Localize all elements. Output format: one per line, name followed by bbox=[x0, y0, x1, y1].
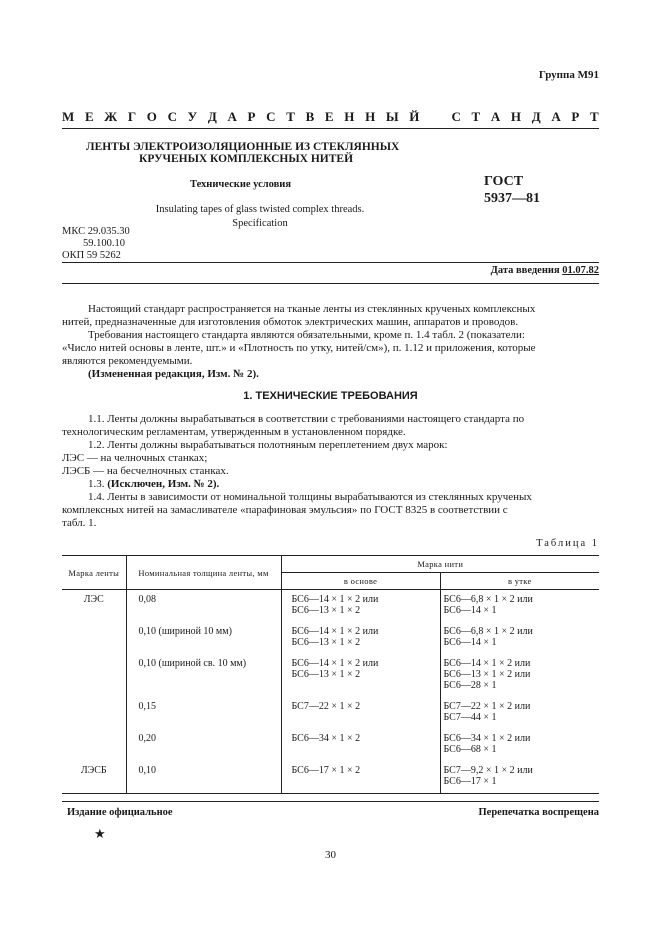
introduction-date bbox=[491, 265, 599, 276]
cell-weft-line: БС7—22 × 1 × 2 или bbox=[443, 701, 531, 712]
cell-thickness-line: 0,15 bbox=[138, 701, 156, 712]
header-warp: в основе bbox=[281, 573, 440, 590]
banner-letter: Т bbox=[286, 109, 295, 124]
banner-letter: Н bbox=[510, 109, 522, 124]
banner-letter: В bbox=[305, 109, 315, 124]
cell-tape-mark-line: ЛЭС bbox=[83, 594, 104, 605]
banner-letter: Т bbox=[471, 109, 481, 124]
footer-rule bbox=[62, 801, 599, 802]
gost-number bbox=[484, 173, 540, 207]
cell-warp-line: БС6—14 × 1 × 2 или bbox=[291, 658, 379, 669]
table-row bbox=[62, 761, 599, 794]
table-row bbox=[62, 654, 599, 697]
reprint-prohibited: Перепечатка воспрещена bbox=[478, 807, 599, 818]
english-title bbox=[145, 203, 375, 231]
cell-tape-mark bbox=[62, 697, 126, 729]
okp-code: ОКП 59 5262 bbox=[62, 250, 121, 261]
cell-warp-line: БС6—14 × 1 × 2 или bbox=[291, 626, 379, 637]
banner-letter: Р bbox=[247, 109, 256, 124]
cell-weft-line: БС6—17 × 1 bbox=[443, 776, 497, 787]
cell-thickness bbox=[126, 761, 281, 794]
banner-letter: С bbox=[451, 109, 461, 124]
header-thickness: Номинальная толщина ленты, мм bbox=[126, 556, 281, 590]
table-row bbox=[62, 697, 599, 729]
cell-weft-line: БС6—28 × 1 bbox=[443, 680, 497, 691]
cell-weft-line: БС7—44 × 1 bbox=[443, 712, 497, 723]
excluded-clause bbox=[88, 478, 219, 491]
clause-number: 1.3. bbox=[88, 478, 105, 490]
paragraph-line: 1.2. Ленты должны вырабатываться полотняным переплетением двух марок: bbox=[88, 439, 448, 451]
cell-weft bbox=[440, 697, 599, 729]
cell-thickness bbox=[126, 729, 281, 761]
cell-warp bbox=[281, 622, 440, 654]
cell-weft-line: БС6—13 × 1 × 2 или bbox=[443, 669, 531, 680]
page-number: 30 bbox=[325, 849, 336, 861]
title-line: ЛЕНТЫ ЭЛЕКТРОИЗОЛЯЦИОННЫЕ ИЗ СТЕКЛЯННЫХ bbox=[86, 141, 400, 153]
paragraph-line: Настоящий стандарт распространяется на тканые ленты из стеклянных крученых комплексных bbox=[88, 303, 536, 315]
banner-letter: А bbox=[551, 109, 561, 124]
cell-weft-line: БС6—6,8 × 1 × 2 или bbox=[443, 594, 533, 605]
table-caption: Таблица 1 bbox=[536, 538, 599, 549]
cell-weft-line: БС6—14 × 1 bbox=[443, 637, 497, 648]
cell-warp bbox=[281, 729, 440, 761]
banner-letter: М bbox=[62, 109, 75, 124]
cell-warp bbox=[281, 761, 440, 794]
cell-thickness bbox=[126, 622, 281, 654]
cell-weft-line: БС6—6,8 × 1 × 2 или bbox=[443, 626, 533, 637]
cell-weft bbox=[440, 761, 599, 794]
star-icon: ★ bbox=[94, 826, 106, 841]
banner-letter: Н bbox=[365, 109, 376, 124]
title-line: КРУЧЕНЫХ КОМПЛЕКСНЫХ НИТЕЙ bbox=[139, 153, 354, 165]
banner-letter: А bbox=[227, 109, 237, 124]
cell-thickness-line: 0,20 bbox=[138, 733, 156, 744]
header-tape-mark: Марка ленты bbox=[62, 556, 126, 590]
banner-letter: Ы bbox=[385, 109, 399, 124]
cell-tape-mark bbox=[62, 654, 126, 697]
list-item: ЛЭС — на челночных станках; bbox=[62, 452, 208, 464]
cell-thickness-line: 0,10 (шириной св. 10 мм) bbox=[138, 658, 247, 669]
list-item: ЛЭСБ — на бесчелночных станках. bbox=[62, 465, 229, 477]
english-title-line: Insulating tapes of glass twisted complex threads. bbox=[155, 204, 365, 215]
cell-thickness-line: 0,10 (шириной 10 мм) bbox=[138, 626, 232, 637]
cell-warp-line: БС6—14 × 1 × 2 или bbox=[291, 594, 379, 605]
date-label: Дата введения bbox=[490, 265, 560, 276]
cell-weft-line: БС6—14 × 1 × 2 или bbox=[443, 658, 531, 669]
thread-table bbox=[62, 555, 599, 794]
table-row bbox=[62, 590, 599, 623]
cell-weft bbox=[440, 622, 599, 654]
cell-warp-line: БС6—17 × 1 × 2 bbox=[291, 765, 361, 776]
mks-code: МКС 29.035.30 bbox=[62, 226, 130, 237]
cell-weft-line: БС6—68 × 1 bbox=[443, 744, 497, 755]
clause-status: (Исключен, Изм. № 2). bbox=[107, 478, 220, 490]
cell-thickness bbox=[126, 697, 281, 729]
header-rule bbox=[62, 128, 599, 129]
cell-warp bbox=[281, 654, 440, 697]
header-weft: в утке bbox=[440, 573, 599, 590]
table-row bbox=[62, 729, 599, 761]
cell-tape-mark-line: ЛЭСБ bbox=[80, 765, 107, 776]
gost-code: 5937—81 bbox=[484, 191, 540, 206]
amendment-note: (Измененная редакция, Изм. № 2). bbox=[88, 368, 259, 380]
banner-letter: Д bbox=[531, 109, 541, 124]
cell-weft-line: БС7—9,2 × 1 × 2 или bbox=[443, 765, 533, 776]
banner-letter: Т bbox=[590, 109, 599, 124]
table-row bbox=[62, 622, 599, 654]
paragraph-line: технологическим регламентам, утвержденным в установленном порядке. bbox=[62, 426, 406, 438]
cell-tape-mark bbox=[62, 761, 126, 794]
banner-letter: С bbox=[167, 109, 177, 124]
header-thread-mark: Марка нити bbox=[281, 556, 599, 573]
cell-thickness-line: 0,10 bbox=[138, 765, 156, 776]
mks-code: 59.100.10 bbox=[62, 238, 125, 249]
paragraph-line: являются рекомендуемыми. bbox=[62, 355, 193, 367]
banner-letter: Е bbox=[324, 109, 334, 124]
cell-weft bbox=[440, 654, 599, 697]
cell-thickness-line: 0,08 bbox=[138, 594, 156, 605]
cell-tape-mark bbox=[62, 590, 126, 623]
banner-letter: Д bbox=[207, 109, 217, 124]
paragraph-line: 1.1. Ленты должны вырабатываться в соответствии с требованиями настоящего стандарта по bbox=[88, 413, 525, 425]
official-edition: Издание официальное bbox=[67, 807, 173, 818]
cell-warp-line: БС6—34 × 1 × 2 bbox=[291, 733, 361, 744]
banner-letter: Р bbox=[571, 109, 580, 124]
banner-letter: С bbox=[266, 109, 276, 124]
cell-warp bbox=[281, 697, 440, 729]
classification-codes bbox=[62, 226, 130, 262]
paragraph-line: нитей, предназначенные для изготовления обмоток электрических машин, аппаратов и проводов. bbox=[62, 316, 519, 328]
banner-letter: Е bbox=[84, 109, 94, 124]
cell-weft bbox=[440, 729, 599, 761]
date-rule bbox=[62, 283, 599, 284]
date-value: 01.07.82 bbox=[562, 265, 599, 276]
paragraph-line: Требования настоящего стандарта являются обязательными, кроме п. 1.4 табл. 2 (показатели: bbox=[88, 329, 525, 341]
banner-letter: Г bbox=[127, 109, 137, 124]
cell-thickness bbox=[126, 654, 281, 697]
cell-thickness bbox=[126, 590, 281, 623]
english-title-line: Specification bbox=[232, 218, 288, 229]
banner-letter: А bbox=[490, 109, 501, 124]
group-label: Группа М91 bbox=[538, 69, 599, 81]
banner-letter: О bbox=[146, 109, 157, 124]
paragraph-line: табл. 1. bbox=[62, 517, 97, 529]
cell-warp-line: БС6—13 × 1 × 2 bbox=[291, 637, 361, 648]
gost-label: ГОСТ bbox=[484, 174, 524, 189]
cell-warp-line: БС6—13 × 1 × 2 bbox=[291, 605, 361, 616]
cell-tape-mark bbox=[62, 622, 126, 654]
document-title bbox=[86, 141, 446, 165]
title-rule bbox=[62, 262, 599, 263]
cell-weft bbox=[440, 590, 599, 623]
paragraph-line: «Число нитей основы в ленте, шт.» и «Плотность по утку, нитей/см»), п. 1.12 и приложения, которые bbox=[62, 342, 536, 354]
document-subtitle: Технические условия bbox=[190, 179, 292, 190]
paragraph-line: комплексных нитей на замасливателе «парафиновая эмульсия» по ГОСТ 8325 в соответствии с bbox=[62, 504, 508, 516]
banner-letter: У bbox=[187, 109, 198, 124]
standard-banner bbox=[62, 109, 599, 125]
banner-letter: Й bbox=[409, 109, 420, 124]
banner-letter: Ж bbox=[104, 109, 118, 124]
paragraph-line: 1.4. Ленты в зависимости от номинальной толщины вырабатываются из стеклянных крученых bbox=[88, 491, 532, 503]
cell-warp bbox=[281, 590, 440, 623]
cell-weft-line: БС6—34 × 1 × 2 или bbox=[443, 733, 531, 744]
section-heading: 1. ТЕХНИЧЕСКИЕ ТРЕБОВАНИЯ bbox=[243, 390, 418, 402]
cell-warp-line: БС6—13 × 1 × 2 bbox=[291, 669, 361, 680]
cell-tape-mark bbox=[62, 729, 126, 761]
cell-warp-line: БС7—22 × 1 × 2 bbox=[291, 701, 361, 712]
cell-weft-line: БС6—14 × 1 bbox=[443, 605, 497, 616]
banner-letter: Н bbox=[344, 109, 355, 124]
